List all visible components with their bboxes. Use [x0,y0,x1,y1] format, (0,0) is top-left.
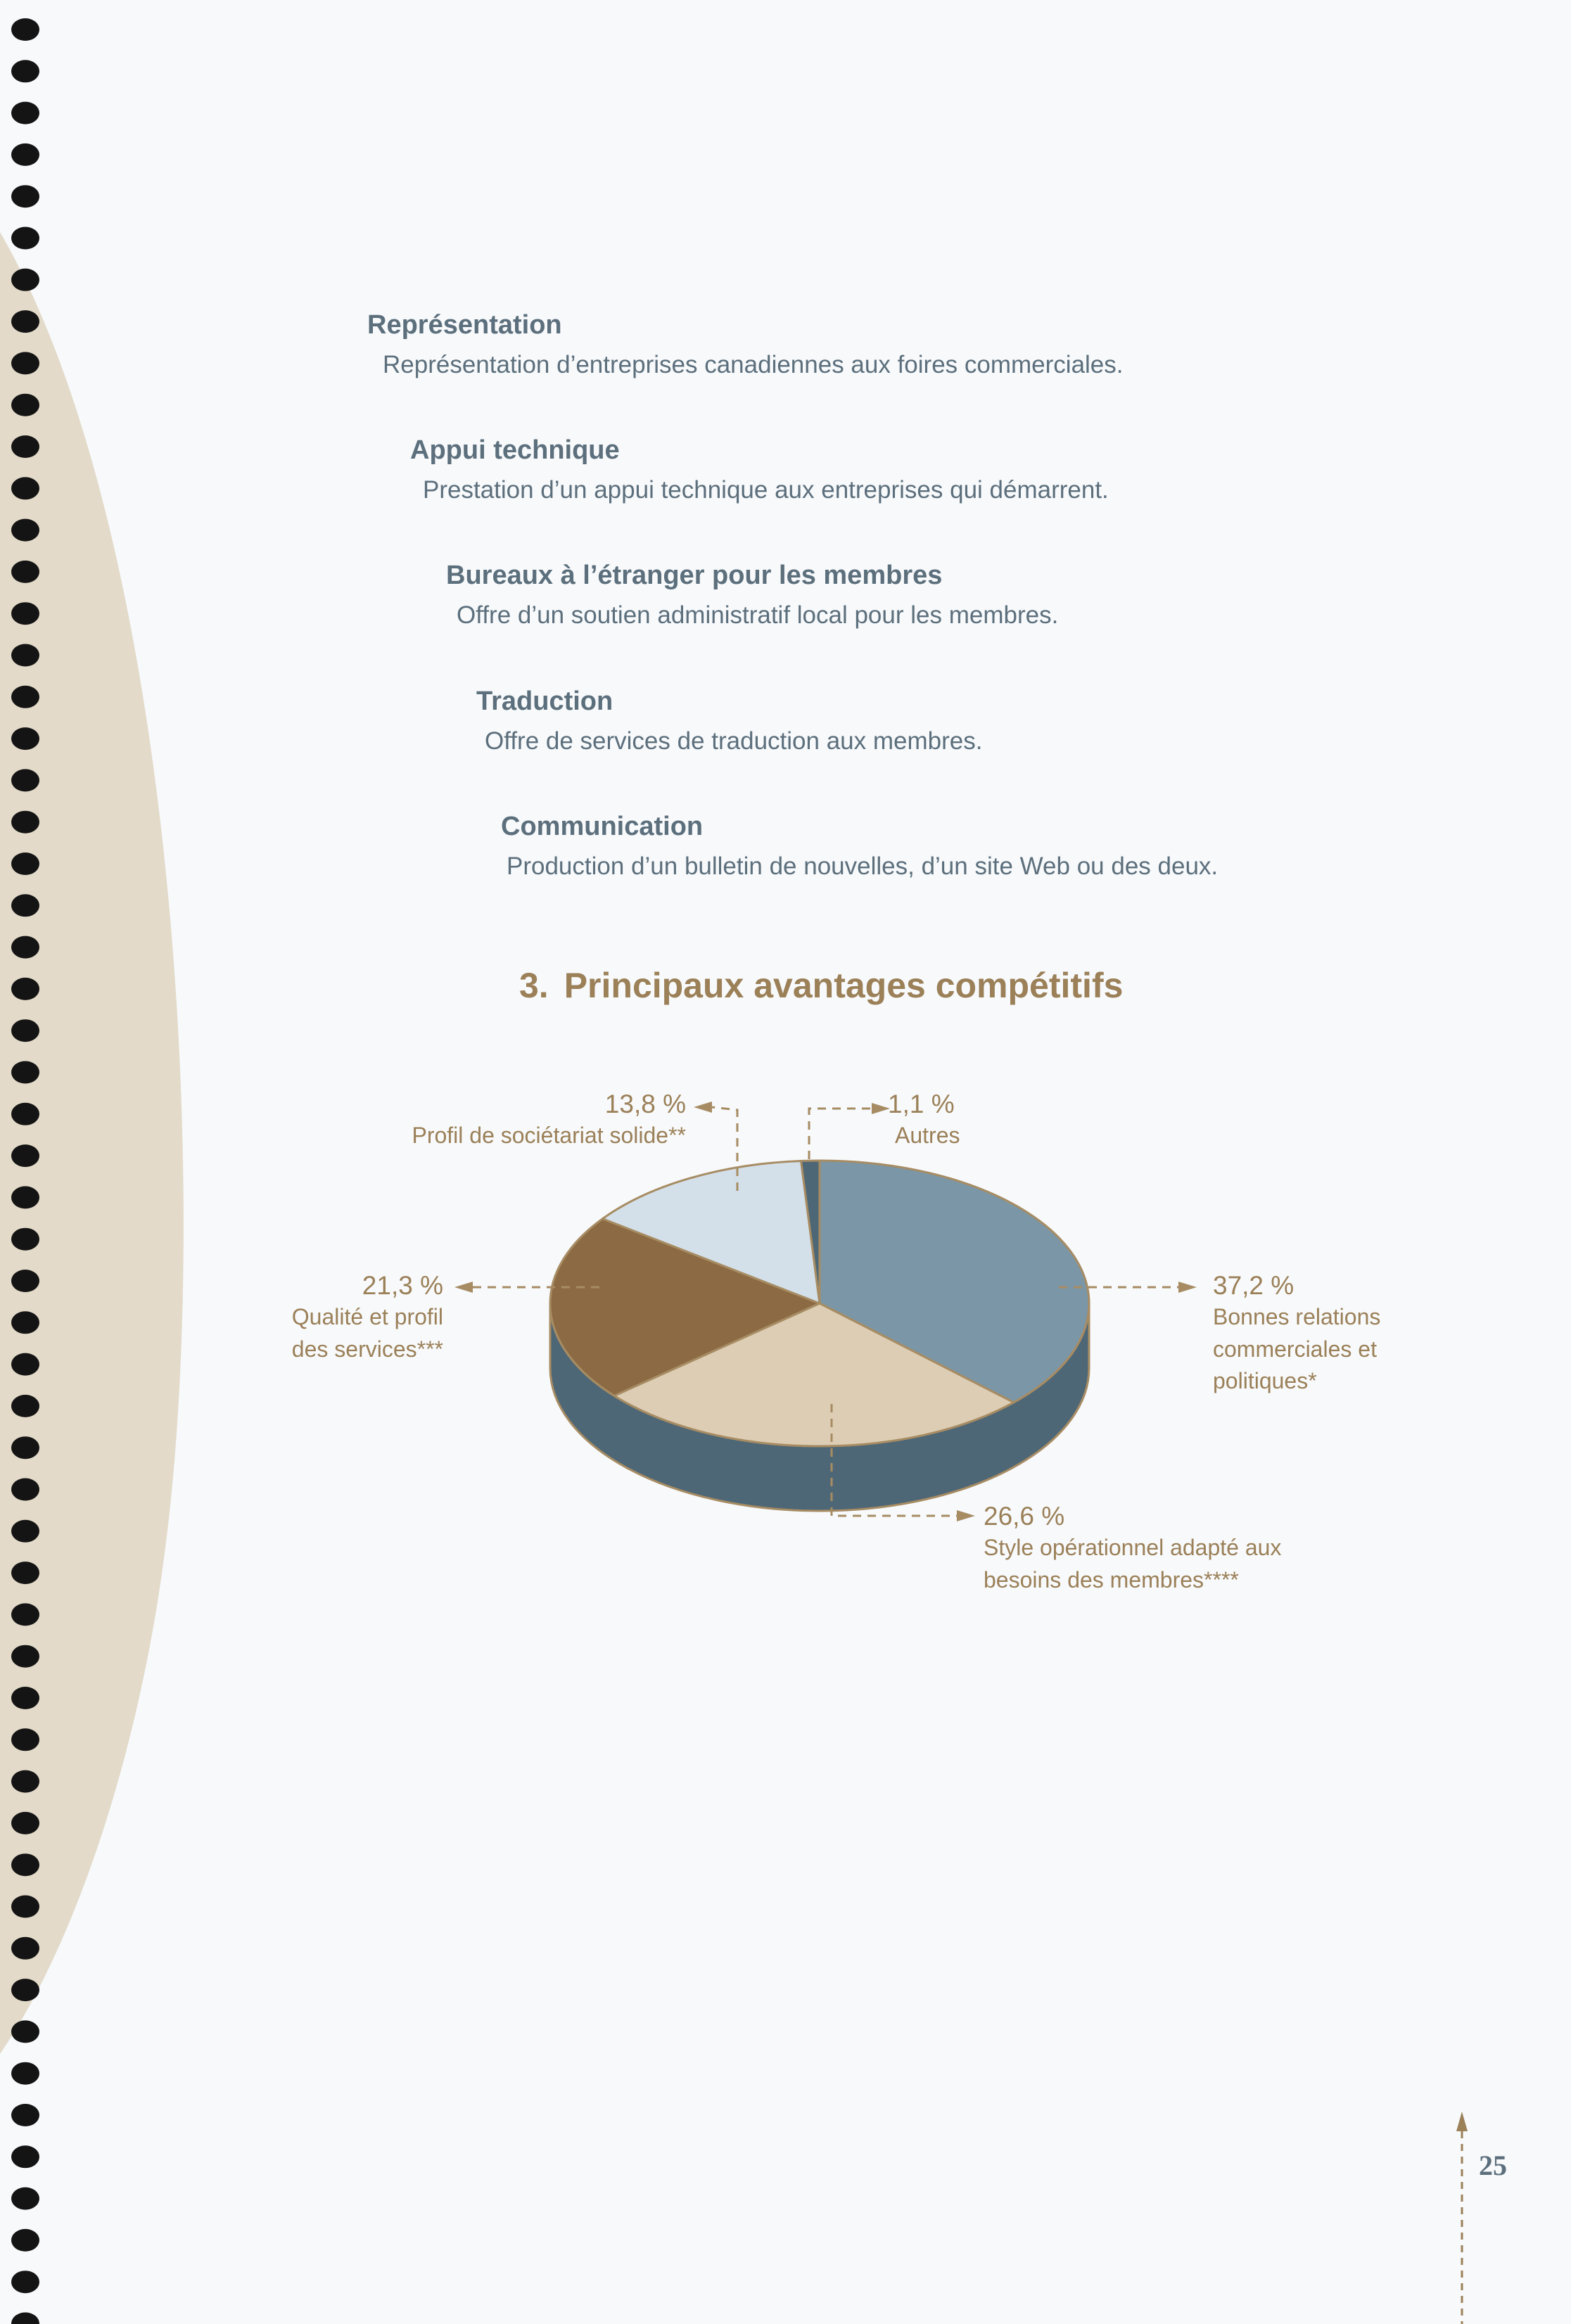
service-description: Représentation d’entreprises canadiennes aux foires commerciales. [383,350,1124,378]
slice-label-autres [888,1089,960,1152]
slice-value: 13,8 % [604,1090,686,1118]
slice-name: Qualité et profil [291,1304,443,1330]
service-title: Traduction [476,687,613,716]
slice-label-relations [1213,1270,1380,1398]
service-title: Bureaux à l’étranger pour les membres [446,561,943,590]
slice-label-style [984,1501,1281,1596]
slice-name: Autres [895,1123,960,1149]
service-title: Représentation [367,310,562,340]
slice-name: Bonnes relations [1213,1304,1381,1330]
page-arrow-icon [1449,2110,1477,2324]
slice-name: besoins des membres**** [984,1566,1239,1592]
arrow-head-icon [454,1282,473,1293]
slice-label-qualite [239,1270,443,1365]
slice-value: 1,1 % [888,1090,955,1118]
service-description: Production d’un bulletin de nouvelles, d’un site Web ou des deux. [507,852,1219,880]
slice-name: Profil de sociétariat solide** [412,1123,686,1149]
service-title: Appui technique [410,435,620,465]
arrow-head-icon [1178,1282,1197,1293]
section-number: 3. [519,966,549,1005]
slice-label-profil [338,1089,686,1152]
slice-name: commerciales et [1213,1336,1377,1362]
slice-name: Style opérationnel adapté aux [984,1535,1282,1561]
page-number: 25 [1479,2150,1507,2181]
slice-value: 26,6 % [984,1502,1065,1531]
service-description: Offre de services de traduction aux membres. [485,727,983,755]
section-title: Principaux avantages compétitifs [564,966,1124,1005]
slice-value: 21,3 % [362,1271,443,1300]
service-title: Communication [501,812,704,841]
leader-autres [809,1109,872,1159]
service-description: Offre d’un soutien administratif local pour les membres. [457,601,1059,629]
arrow-head-icon [957,1510,975,1521]
arrow-head-icon [694,1102,712,1113]
slice-name: des services*** [291,1336,443,1362]
slice-value: 37,2 % [1213,1271,1295,1300]
service-description: Prestation d’un appui technique aux entreprises qui démarrent. [423,475,1109,504]
slice-name: politiques* [1213,1368,1317,1394]
